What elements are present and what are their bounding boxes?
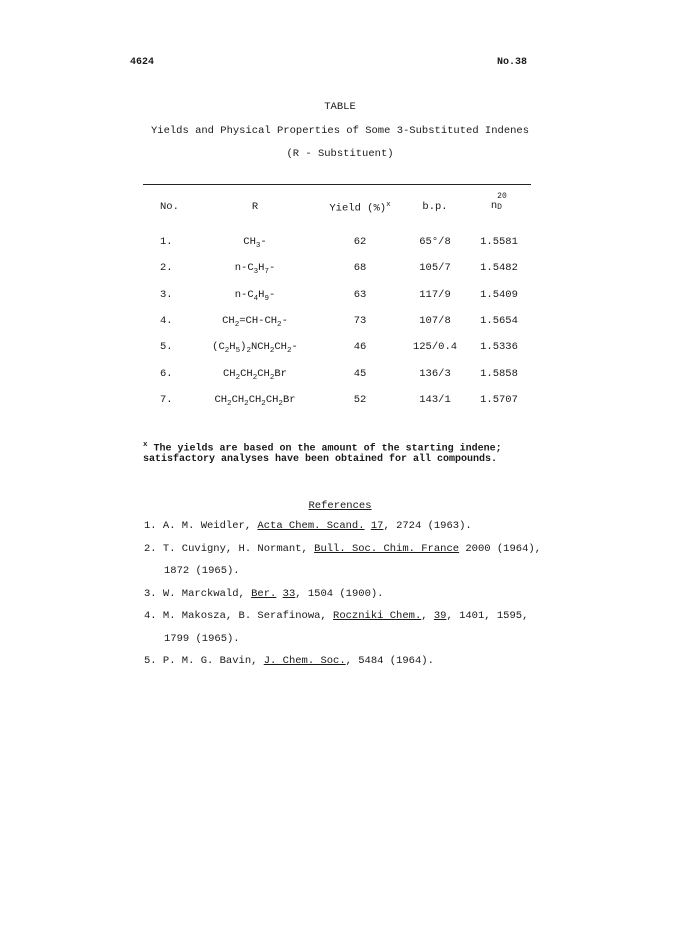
reference-item: 3. W. Marckwald, Ber. 33, 1504 (1900). bbox=[144, 588, 384, 600]
cell-no: 7. bbox=[160, 394, 173, 406]
reference-continuation: 1799 (1965). bbox=[164, 633, 240, 645]
cell-yield: 68 bbox=[353, 262, 367, 274]
cell-no: 1. bbox=[160, 236, 173, 248]
references-heading: References bbox=[308, 500, 372, 512]
cell-yield: 45 bbox=[353, 368, 367, 380]
cell-no: 2. bbox=[160, 262, 173, 274]
col-header-bp: b.p. bbox=[422, 201, 448, 213]
cell-bp: 65°/8 bbox=[419, 236, 451, 248]
journal-number: No.38 bbox=[497, 57, 528, 68]
cell-no: 4. bbox=[160, 315, 173, 327]
reference-continuation: 1872 (1965). bbox=[164, 565, 240, 577]
cell-yield: 46 bbox=[353, 341, 367, 353]
col-header-n-sub: D bbox=[497, 203, 502, 212]
cell-r: $(C_2H_5)_2NCH_2CH_2-$ bbox=[212, 341, 298, 356]
cell-refractive-index: 1.5707 bbox=[480, 394, 518, 406]
cell-refractive-index: 1.5858 bbox=[480, 368, 518, 380]
cell-bp: 136/3 bbox=[419, 368, 451, 380]
reference-item: 4. M. Makosza, B. Serafinowa, Roczniki Chem., 39, 1401, 1595, bbox=[144, 610, 529, 622]
cell-r: $CH_3-$ bbox=[243, 236, 267, 251]
cell-no: 5. bbox=[160, 341, 173, 353]
cell-bp: 143/1 bbox=[419, 394, 451, 406]
col-header-yield-label: Yield (%) bbox=[329, 202, 387, 215]
cell-r: $CH_2CH_2CH_2CH_2Br$ bbox=[214, 394, 296, 409]
cell-refractive-index: 1.5581 bbox=[480, 236, 518, 248]
cell-yield: 52 bbox=[353, 394, 367, 406]
cell-no: 6. bbox=[160, 368, 173, 380]
cell-bp: 125/0.4 bbox=[412, 341, 458, 353]
cell-refractive-index: 1.5336 bbox=[480, 341, 518, 353]
cell-r: $CH_2CH_2CH_2Br$ bbox=[223, 368, 287, 383]
footnote-text-2: satisfactory analyses have been obtained for all compounds. bbox=[143, 454, 498, 466]
reference-item: 5. P. M. G. Bavin, J. Chem. Soc., 5484 (1964). bbox=[144, 655, 434, 667]
cell-refractive-index: 1.5654 bbox=[480, 315, 518, 327]
col-header-no: No. bbox=[160, 201, 179, 213]
cell-yield: 62 bbox=[353, 236, 367, 248]
reference-item: 1. A. M. Weidler, Acta Chem. Scand. 17, 2724 (1963). bbox=[144, 520, 472, 532]
cell-bp: 107/8 bbox=[419, 315, 451, 327]
cell-r: $CH_2=CH-CH_2-$ bbox=[222, 315, 288, 330]
reference-item: 2. T. Cuvigny, H. Normant, Bull. Soc. Chim. France 2000 (1964), bbox=[144, 543, 541, 555]
cell-r: $n-C_4H_9-$ bbox=[234, 289, 276, 304]
cell-no: 3. bbox=[160, 289, 173, 301]
col-header-refractive-index bbox=[465, 192, 533, 212]
col-header-yield bbox=[315, 201, 405, 215]
footnote bbox=[143, 440, 502, 465]
cell-refractive-index: 1.5482 bbox=[480, 262, 518, 274]
cell-bp: 117/9 bbox=[419, 289, 451, 301]
cell-bp: 105/7 bbox=[419, 262, 451, 274]
table-subtitle: (R - Substituent) bbox=[286, 148, 394, 160]
footnote-mark: x bbox=[143, 441, 148, 449]
col-header-n-sup: 20 bbox=[497, 192, 507, 201]
table-top-rule bbox=[143, 184, 531, 185]
table-title: Yields and Physical Properties of Some 3-Substituted Indenes bbox=[150, 125, 530, 137]
col-header-r: R bbox=[251, 201, 259, 213]
cell-yield: 73 bbox=[353, 315, 367, 327]
table-label: TABLE bbox=[324, 101, 356, 113]
page-number: 4624 bbox=[130, 57, 155, 68]
yield-footnote-mark: x bbox=[386, 201, 391, 209]
footnote-line-1 bbox=[143, 440, 502, 454]
col-header-n: n bbox=[490, 200, 498, 212]
cell-yield: 63 bbox=[353, 289, 367, 301]
cell-r: $n-C_3H_7-$ bbox=[234, 262, 276, 277]
cell-refractive-index: 1.5409 bbox=[480, 289, 518, 301]
footnote-text-1: The yields are based on the amount of the starting indene; bbox=[153, 443, 502, 455]
